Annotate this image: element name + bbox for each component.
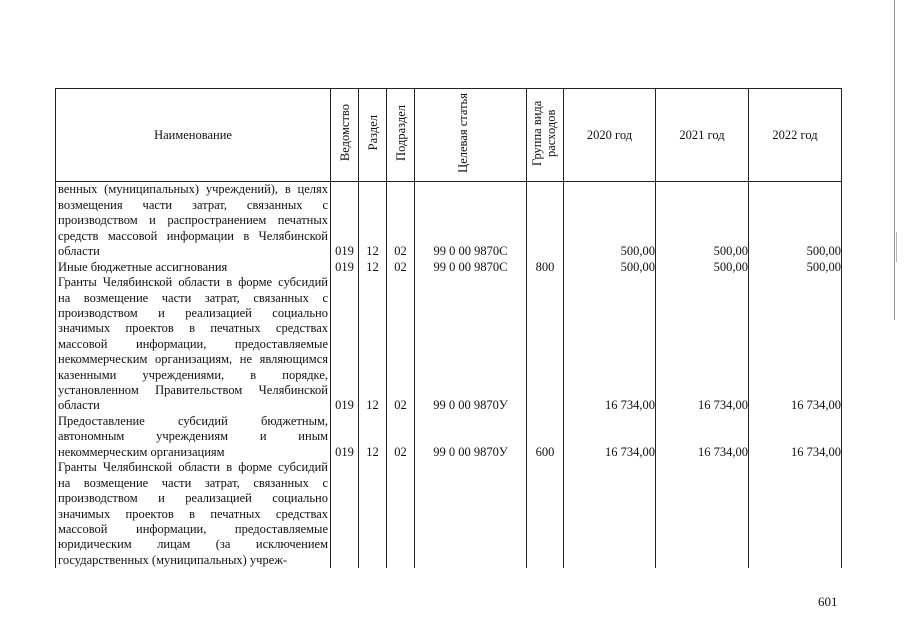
row-podrazdel [387, 460, 415, 568]
row-celevaya: 99 0 00 9870У [415, 275, 527, 414]
col-header-name [56, 89, 331, 182]
col-header-2020 [564, 89, 656, 182]
col-header-razdel [359, 89, 387, 182]
row-razdel: 12 [359, 182, 387, 260]
row-name: венных (муниципальных) учреждений), в целях возмещения части затрат, связанных с производством и распространением печатных средств массовой информации в Челябинской области [56, 182, 331, 260]
col-header-vedomstvo [331, 89, 359, 182]
col-header-celevaya [415, 89, 527, 182]
table-row [56, 414, 842, 460]
col-header-podrazdel-label: Подраздел [393, 105, 408, 161]
col-header-2020-label: 2020 год [586, 127, 633, 142]
row-2022 [749, 460, 842, 568]
row-razdel [359, 460, 387, 568]
row-razdel: 12 [359, 275, 387, 414]
col-header-name-label: Наименование [154, 127, 232, 142]
col-header-gruppa-label: Группа вида расходов [530, 100, 558, 166]
row-name: Гранты Челябинской области в форме субсидий на возмещение части затрат, связанных с производством и реализацией социально значимых проектов в печатных средствах массовой информации, предоставляемые юридическим лицам (за исключением государственных (муниципальных) учреж- [56, 460, 331, 568]
header-row [56, 89, 842, 182]
row-2020 [564, 460, 656, 568]
row-podrazdel: 02 [387, 414, 415, 460]
row-razdel: 12 [359, 414, 387, 460]
scan-edge-line [894, 0, 895, 320]
row-2020: 500,00 [564, 182, 656, 260]
row-vedomstvo: 019 [331, 182, 359, 260]
row-name: Предоставление субсидий бюджетным, автономным учреждениям и иным некоммерческим организациям [56, 414, 331, 460]
row-2020: 16 734,00 [564, 414, 656, 460]
col-header-podrazdel [387, 89, 415, 182]
col-header-celevaya-label: Целевая статья [455, 93, 470, 173]
row-celevaya [415, 460, 527, 568]
table-row [56, 182, 842, 260]
row-2020: 16 734,00 [564, 275, 656, 414]
table-row [56, 275, 842, 414]
row-2022: 16 734,00 [749, 414, 842, 460]
row-name: Иные бюджетные ассигнования [56, 260, 331, 275]
scan-edge-mark [896, 232, 897, 262]
row-celevaya: 99 0 00 9870С [415, 182, 527, 260]
row-2021: 16 734,00 [656, 414, 749, 460]
row-2021: 500,00 [656, 260, 749, 275]
col-header-2022-label: 2022 год [772, 127, 818, 142]
row-gruppa [527, 182, 564, 260]
table-row [56, 260, 842, 275]
row-name: Гранты Челябинской области в форме субсидий на возмещение части затрат, связанных с производством и реализацией социально значимых проектов в печатных средствах массовой информации, предоставляемые некоммерческим организациям, не являющимся казенными учреждениями, в порядке, установленном Правительством Челябинской области [56, 275, 331, 414]
budget-table [55, 88, 842, 568]
row-2021: 500,00 [656, 182, 749, 260]
col-header-2022 [749, 89, 842, 182]
row-2022: 500,00 [749, 260, 842, 275]
row-vedomstvo: 019 [331, 414, 359, 460]
row-2021 [656, 460, 749, 568]
row-gruppa: 600 [527, 414, 564, 460]
row-vedomstvo: 019 [331, 260, 359, 275]
row-2020: 500,00 [564, 260, 656, 275]
row-vedomstvo: 019 [331, 275, 359, 414]
row-2021: 16 734,00 [656, 275, 749, 414]
row-gruppa [527, 275, 564, 414]
row-vedomstvo [331, 460, 359, 568]
row-podrazdel: 02 [387, 260, 415, 275]
col-header-razdel-label: Раздел [365, 115, 380, 151]
row-gruppa [527, 460, 564, 568]
row-podrazdel: 02 [387, 182, 415, 260]
row-2022: 16 734,00 [749, 275, 842, 414]
row-celevaya: 99 0 00 9870С [415, 260, 527, 275]
row-razdel: 12 [359, 260, 387, 275]
row-gruppa: 800 [527, 260, 564, 275]
row-2022: 500,00 [749, 182, 842, 260]
row-celevaya: 99 0 00 9870У [415, 414, 527, 460]
col-header-gruppa [527, 89, 564, 182]
table-row [56, 460, 842, 568]
col-header-2021 [656, 89, 749, 182]
col-header-2021-label: 2021 год [679, 127, 725, 142]
row-podrazdel: 02 [387, 275, 415, 414]
page-number: 601 [818, 594, 838, 609]
col-header-vedomstvo-label: Ведомство [337, 104, 352, 162]
